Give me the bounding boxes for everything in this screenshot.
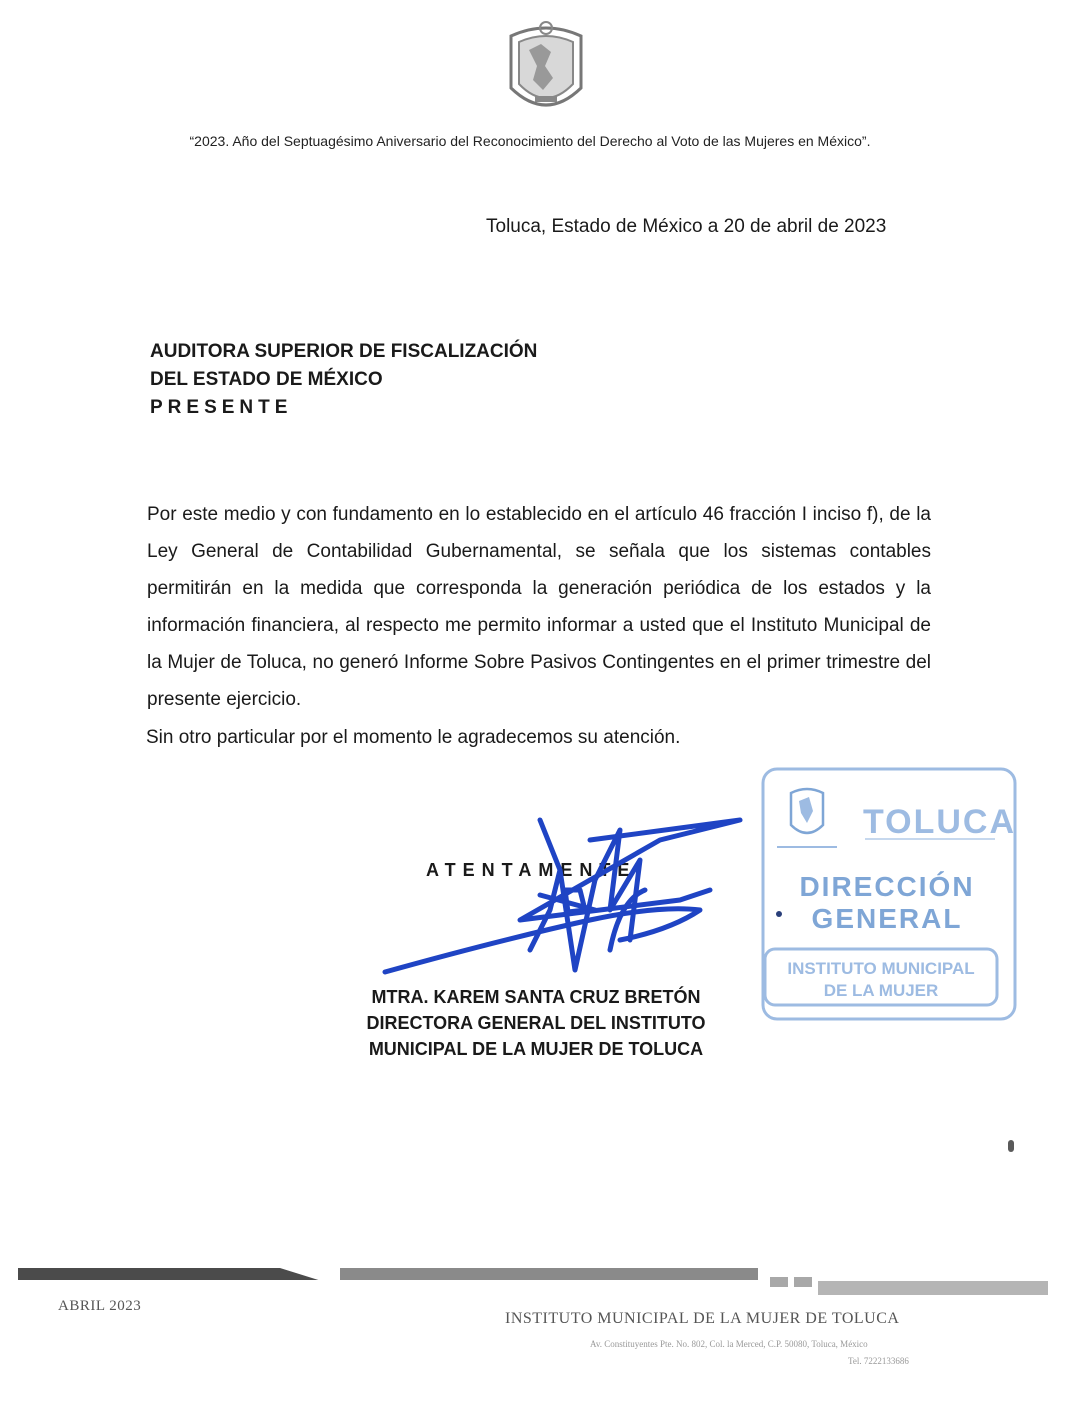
signer-title-1: DIRECTORA GENERAL DEL INSTITUTO <box>366 1013 706 1033</box>
place-date: Toluca, Estado de México a 20 de abril de 2023 <box>486 216 887 237</box>
footer-telephone: Tel. 7222133686 <box>848 1356 909 1366</box>
handwritten-signature <box>380 800 760 1000</box>
state-crest-icon <box>505 18 587 122</box>
footer-date: ABRIL 2023 <box>58 1298 142 1314</box>
recipient-line-2: DEL ESTADO DE MÉXICO <box>150 369 383 390</box>
recipient-line-1: AUDITORA SUPERIOR DE FISCALIZACIÓN <box>150 341 538 362</box>
footer-bar <box>18 1265 1048 1301</box>
stamp-box-line-1: INSTITUTO MUNICIPAL <box>787 959 975 978</box>
footer-institution: INSTITUTO MUNICIPAL DE LA MUJER DE TOLUCA <box>505 1310 900 1327</box>
recipient-block <box>150 338 537 422</box>
official-stamp <box>755 763 1020 1033</box>
stamp-box-line-2: DE LA MUJER <box>823 981 939 1000</box>
signer-title-2: MUNICIPAL DE LA MUJER DE TOLUCA <box>368 1039 704 1059</box>
closing-line: Sin otro particular por el momento le agradecemos su atención. <box>146 727 681 748</box>
sign-off: ATENTAMENTE <box>426 860 637 880</box>
stamp-line-2: GENERAL <box>811 903 963 934</box>
stamp-brand: TOLUCA <box>863 803 1017 841</box>
stamp-line-1: DIRECCIÓN <box>799 871 975 902</box>
footer-address: Av. Constituyentes Pte. No. 802, Col. la Merced, C.P. 50080, Toluca, México <box>590 1339 868 1349</box>
punch-hole-mark <box>1008 1140 1014 1152</box>
body-paragraph: Por este medio y con fundamento en lo establecido en el artículo 46 fracción I inciso f), de la Ley General de Contabilidad Gubernamental, se señala que los sistemas contables permitirán en la medida que corresponda la generación periódica de los estados y la información financiera, al respecto me permito informar a usted que el Instituto Municipal de la Mujer de Toluca, no generó Informe Sobre Pasivos Contingentes en el primer trimestre del presente ejercicio. <box>147 504 931 710</box>
stamp-crest-icon <box>791 789 823 833</box>
signer-name: MTRA. KAREM SANTA CRUZ BRETÓN <box>371 987 701 1007</box>
motto-text: “2023. Año del Septuagésimo Aniversario del Reconocimiento del Derecho al Voto de las Mujeres en México”. <box>189 133 871 149</box>
recipient-line-3: PRESENTE <box>150 397 293 418</box>
